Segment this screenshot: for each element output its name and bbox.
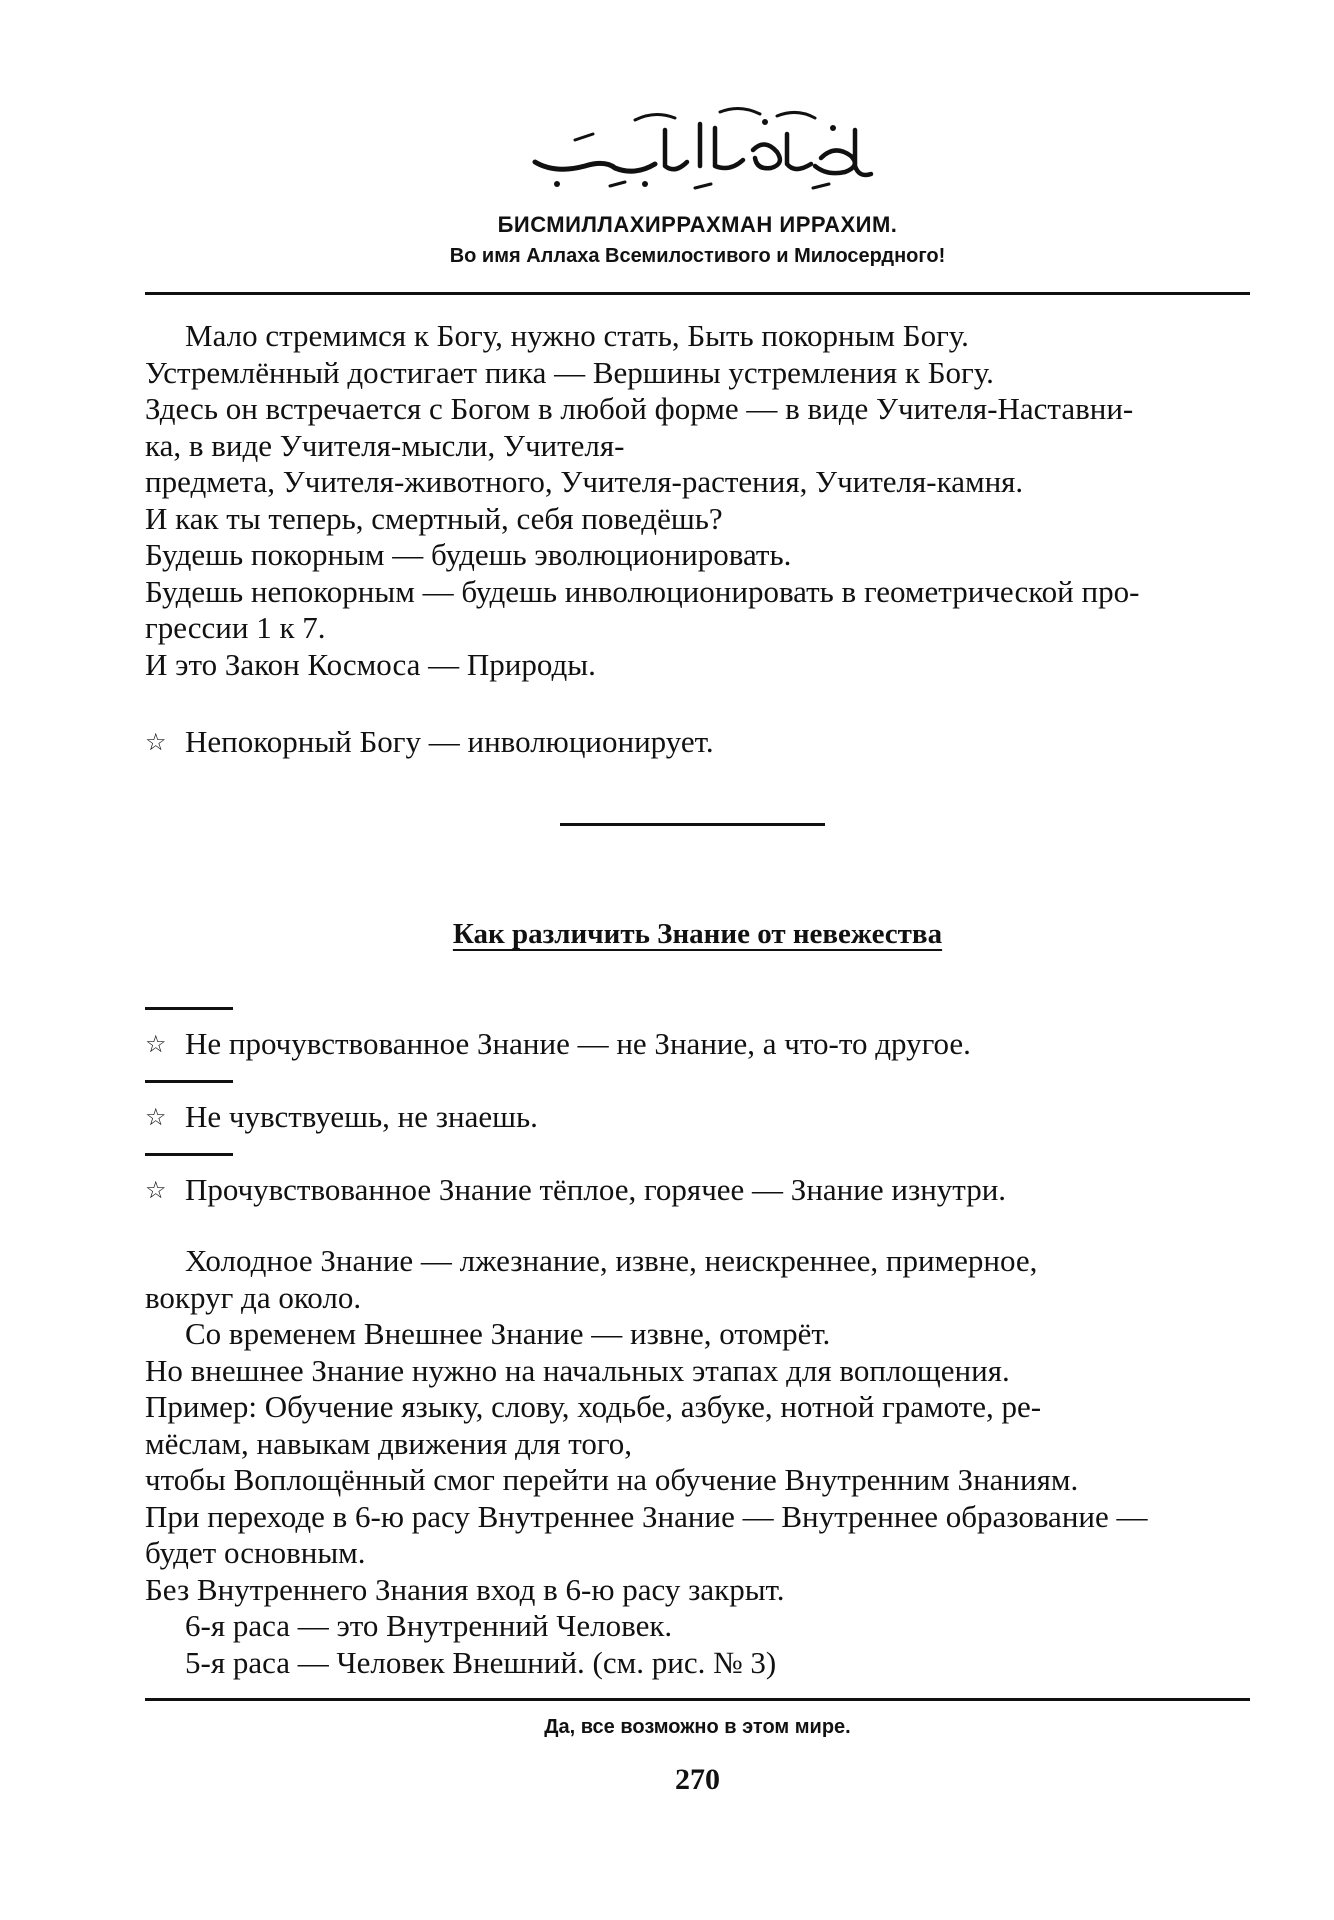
bismillah-calligraphy: [515, 100, 885, 200]
text-line: Здесь он встречается с Богом в любой форме — в виде Учителя-Наставни-: [145, 391, 1134, 426]
document-page: [145, 0, 1250, 1920]
star-statement: [145, 724, 714, 760]
footer-text: Да, все возможно в этом мире.: [544, 1716, 851, 1738]
text-block-2: [145, 1243, 1250, 1681]
text-line: Будешь непокорным — будешь инволюционировать в геометрической про-: [145, 573, 1140, 609]
text-line: Мало стремимся к Богу, нужно стать, Быть покорным Богу.: [185, 318, 969, 353]
text-line: Будешь покорным — будешь эволюционировать.: [145, 537, 792, 572]
star-statement-text: Не прочувствованное Знание — не Знание, а что-то другое.: [185, 1026, 971, 1061]
header-rule: [145, 292, 1250, 295]
section-title-text: Как различить Знание от невежества: [452, 918, 943, 950]
star-outline-icon: ☆: [145, 1176, 167, 1204]
text-line: 5-я раса — Человек Внешний. (см. рис. № 3): [185, 1644, 777, 1680]
short-rule: [145, 1007, 233, 1010]
text-block-1: [145, 318, 1250, 683]
header-title: БИСМИЛЛАХИРРАХМАН ИРРАХИМ.: [497, 212, 898, 237]
section-title: [145, 918, 1250, 951]
text-line: Со временем Внешнее Знание — извне, отомрёт.: [185, 1316, 831, 1351]
text-line: предмета, Учителя-животного, Учителя-растения, Учителя-камня.: [145, 464, 1024, 499]
section-divider: [560, 823, 825, 826]
text-line: Устремлённый достигает пика — Вершины устремления к Богу.: [145, 354, 994, 390]
footer-rule: [145, 1698, 1250, 1701]
star-statement: [145, 1172, 1006, 1208]
star-statement: [145, 1026, 971, 1062]
star-outline-icon: ☆: [145, 728, 167, 756]
text-line: будет основным.: [145, 1535, 366, 1570]
text-line: вокруг да около.: [145, 1279, 362, 1315]
star-statement-text: Не чувствуешь, не знаешь.: [185, 1099, 538, 1134]
page-number: 270: [675, 1763, 720, 1796]
short-rule: [145, 1080, 233, 1083]
text-line: И это Закон Космоса — Природы.: [145, 646, 596, 682]
star-statement: [145, 1099, 538, 1135]
text-line: Пример: Обучение языку, слову, ходьбе, азбуке, нотной грамоте, ре-: [145, 1389, 1042, 1424]
star-statement-text: Прочувствованное Знание тёплое, горячее — Знание изнутри.: [185, 1172, 1007, 1207]
text-line: мёслам, навыкам движения для того,: [145, 1425, 633, 1461]
text-line: грессии 1 к 7.: [145, 610, 326, 645]
text-line: И как ты теперь, смертный, себя поведёшь?: [145, 500, 723, 536]
text-line: Без Внутреннего Знания вход в 6-ю расу закрыт.: [145, 1571, 785, 1607]
text-line: 6-я раса — это Внутренний Человек.: [185, 1608, 673, 1643]
text-line: ка, в виде Учителя-мысли, Учителя-: [145, 427, 625, 463]
text-line: При переходе в 6-ю расу Внутреннее Знание — Внутреннее образование —: [145, 1498, 1148, 1534]
short-rule: [145, 1153, 233, 1156]
text-line: Холодное Знание — лжезнание, извне, неискреннее, примерное,: [185, 1243, 1038, 1278]
star-statement-text: Непокорный Богу — инволюционирует.: [185, 724, 714, 759]
star-outline-icon: ☆: [145, 1030, 167, 1058]
text-line: Но внешнее Знание нужно на начальных этапах для воплощения.: [145, 1352, 1010, 1388]
text-line: чтобы Воплощённый смог перейти на обучение Внутренним Знаниям.: [145, 1462, 1079, 1497]
header-subtitle: Во имя Аллаха Всемилостивого и Милосердного!: [449, 245, 946, 267]
star-outline-icon: ☆: [145, 1103, 167, 1131]
